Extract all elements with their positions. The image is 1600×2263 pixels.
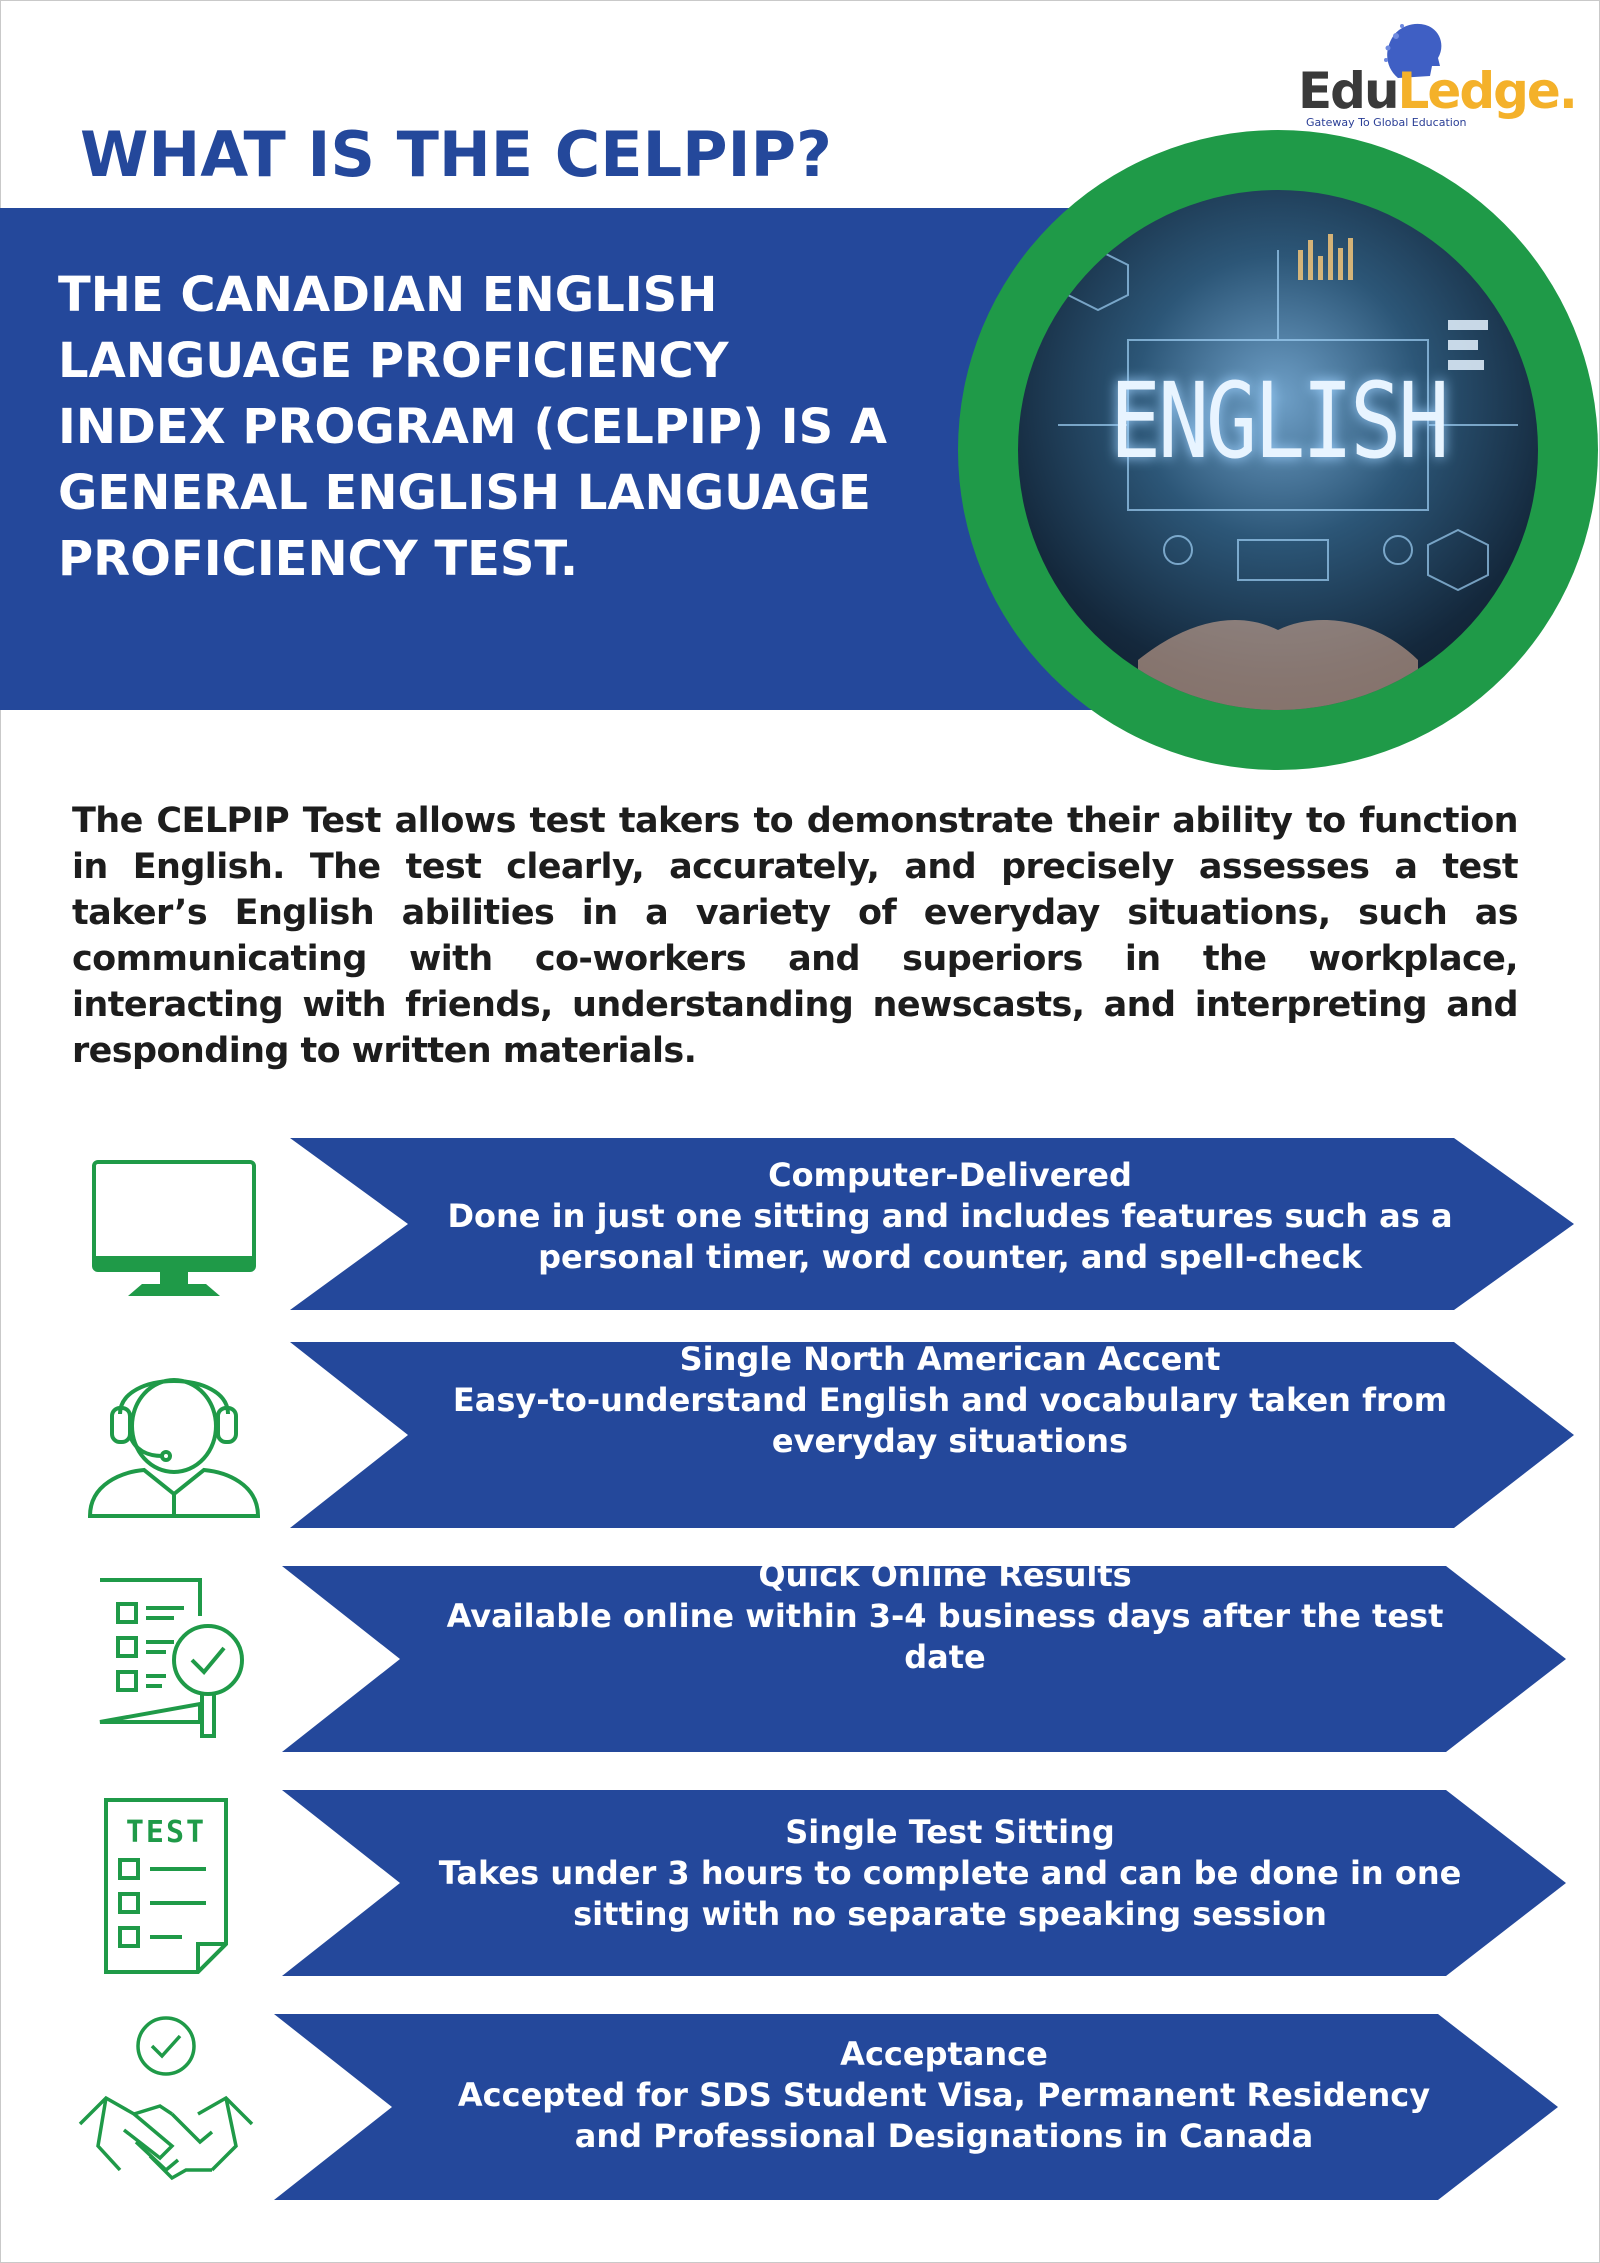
feature-title: Single Test Sitting (785, 1813, 1115, 1851)
feature-line: personal timer, word counter, and spell-check (538, 1238, 1362, 1276)
feature-line: Done in just one sitting and includes features such as a (447, 1197, 1453, 1235)
intro-line: LANGUAGE PROFICIENCY (58, 333, 729, 389)
feature-line: sitting with no separate speaking session (573, 1895, 1327, 1933)
intro-line: THE CANADIAN ENGLISH (58, 267, 718, 323)
intro-heading (58, 262, 958, 592)
feature-line: Takes under 3 hours to complete and can be done in one (438, 1854, 1462, 1892)
feature-line: Available online within 3-4 business days after the test (446, 1597, 1444, 1635)
logo-wordmark (1298, 62, 1576, 120)
description-paragraph: The CELPIP Test allows test takers to demonstrate their ability to function in English. The test clearly, accurately, and precisely assesses a test taker’s English abilities in a variety of everyday situations, such as communicating with co-workers and superiors in the workplace, interacting with friends, understanding newscasts, and interpreting and responding to written materials. (72, 801, 1518, 1071)
logo-edu: Edu (1298, 62, 1398, 120)
feature-results-text (390, 1555, 1500, 1678)
feature-computer-text (400, 1155, 1500, 1278)
headset-person-icon (84, 1348, 264, 1518)
feature-line: everyday situations (771, 1422, 1129, 1460)
feature-acceptance-text (394, 2034, 1494, 2157)
feature-line: date (904, 1638, 986, 1676)
feature-accent-text (400, 1339, 1500, 1462)
logo-ledge: Ledge (1397, 62, 1559, 120)
logo-dot: . (1558, 62, 1576, 120)
logo-tagline: Gateway To Global Education (1306, 116, 1467, 129)
intro-line: GENERAL ENGLISH LANGUAGE (58, 465, 871, 521)
photo-english-word: ENGLISH (1109, 360, 1447, 482)
page-title: WHAT IS THE CELPIP? (80, 118, 833, 191)
feature-title: Computer-Delivered (768, 1156, 1132, 1194)
handshake-check-icon (76, 2014, 256, 2194)
feature-title: Single North American Accent (679, 1340, 1221, 1378)
feature-title: Acceptance (840, 2035, 1048, 2073)
feature-line: Easy-to-understand English and vocabulary taken from (452, 1381, 1448, 1419)
checklist-magnifier-icon (96, 1576, 256, 1746)
feature-line: Accepted for SDS Student Visa, Permanent Residency (457, 2076, 1431, 2114)
eduledge-logo (1298, 18, 1576, 130)
monitor-icon (84, 1158, 264, 1300)
feature-line: and Professional Designations in Canada (574, 2117, 1314, 2155)
feature-title: Quick Online Results (758, 1556, 1132, 1594)
intro-line: INDEX PROGRAM (CELPIP) IS A (58, 399, 888, 455)
english-photo (1018, 190, 1538, 710)
test-sheet-icon (102, 1796, 232, 1976)
test-icon-label: TEST (125, 1815, 207, 1850)
feature-sitting-text (400, 1812, 1500, 1935)
intro-line: PROFICIENCY TEST. (58, 531, 579, 587)
